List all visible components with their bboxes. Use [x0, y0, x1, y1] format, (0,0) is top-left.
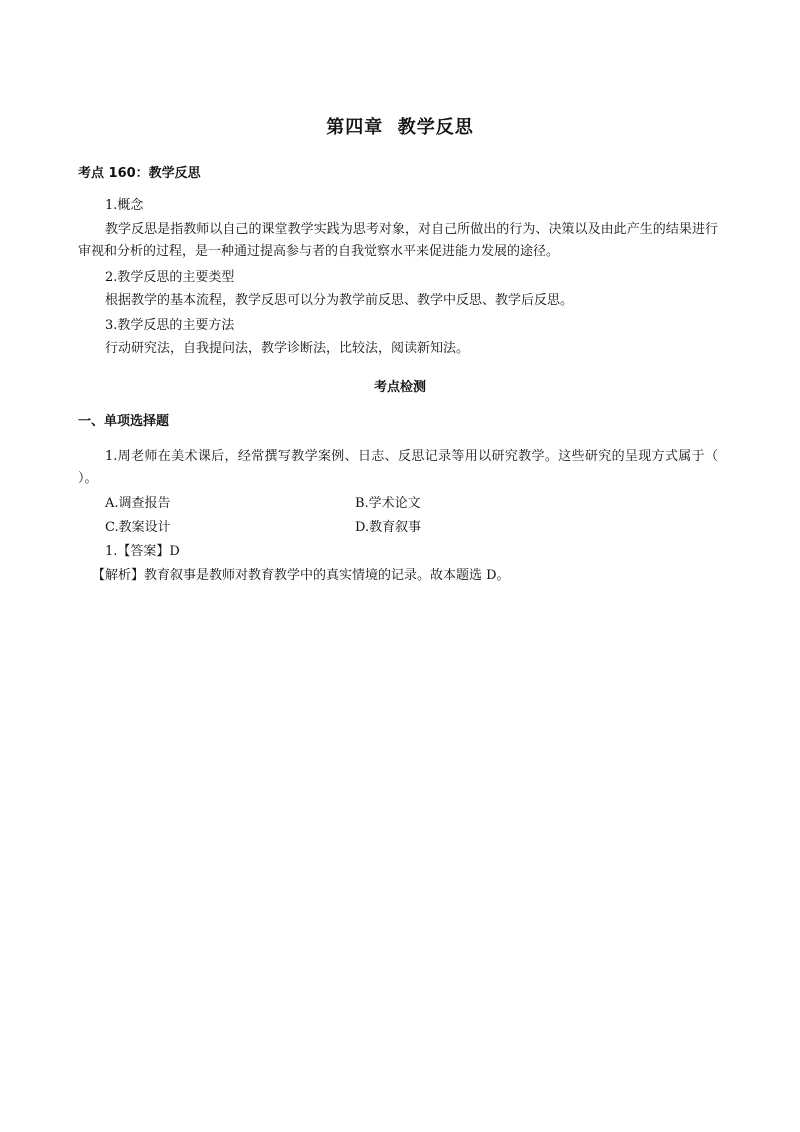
exam-point-heading: 考点 160：教学反思 — [78, 166, 201, 181]
item-1-label: 1.概念 — [105, 198, 144, 213]
option-b: B.学术论文 — [355, 496, 421, 511]
chapter-title: 第四章 教学反思 — [326, 117, 474, 138]
option-a: A.调查报告 — [105, 496, 171, 511]
item-2-text: 根据教学的基本流程，教学反思可以分为教学前反思、教学中反思、教学后反思。 — [105, 293, 574, 308]
option-d: D.教育叙事 — [355, 520, 422, 535]
item-3-text: 行动研究法，自我提问法，教学诊断法，比较法，阅读新知法。 — [105, 341, 470, 356]
question-stem: 1.周老师在美术课后，经常撰写教学案例、日志、反思记录等用以研究教学。这些研究的呈现方式属于（ ）。 — [78, 449, 718, 486]
item-3-label: 3.教学反思的主要方法 — [105, 318, 235, 333]
check-heading: 考点检测 — [373, 380, 426, 395]
item-2-label: 2.教学反思的主要类型 — [105, 270, 235, 285]
item-1-text: 教学反思是指教师以自己的课堂教学实践为思考对象，对自己所做出的行为、决策以及由此产生的结果进行审视和分析的过程，是一种通过提高参与者的自我觉察水平来促进能力发展的途径。 — [78, 222, 718, 259]
option-c: C.教案设计 — [105, 520, 171, 535]
analysis-line: 【解析】教育叙事是教师对教育教学中的真实情境的记录。故本题选 D。 — [92, 568, 510, 583]
answer-line: 1.【答案】D — [105, 544, 180, 559]
question-section-title: 一、单项选择题 — [78, 414, 170, 429]
